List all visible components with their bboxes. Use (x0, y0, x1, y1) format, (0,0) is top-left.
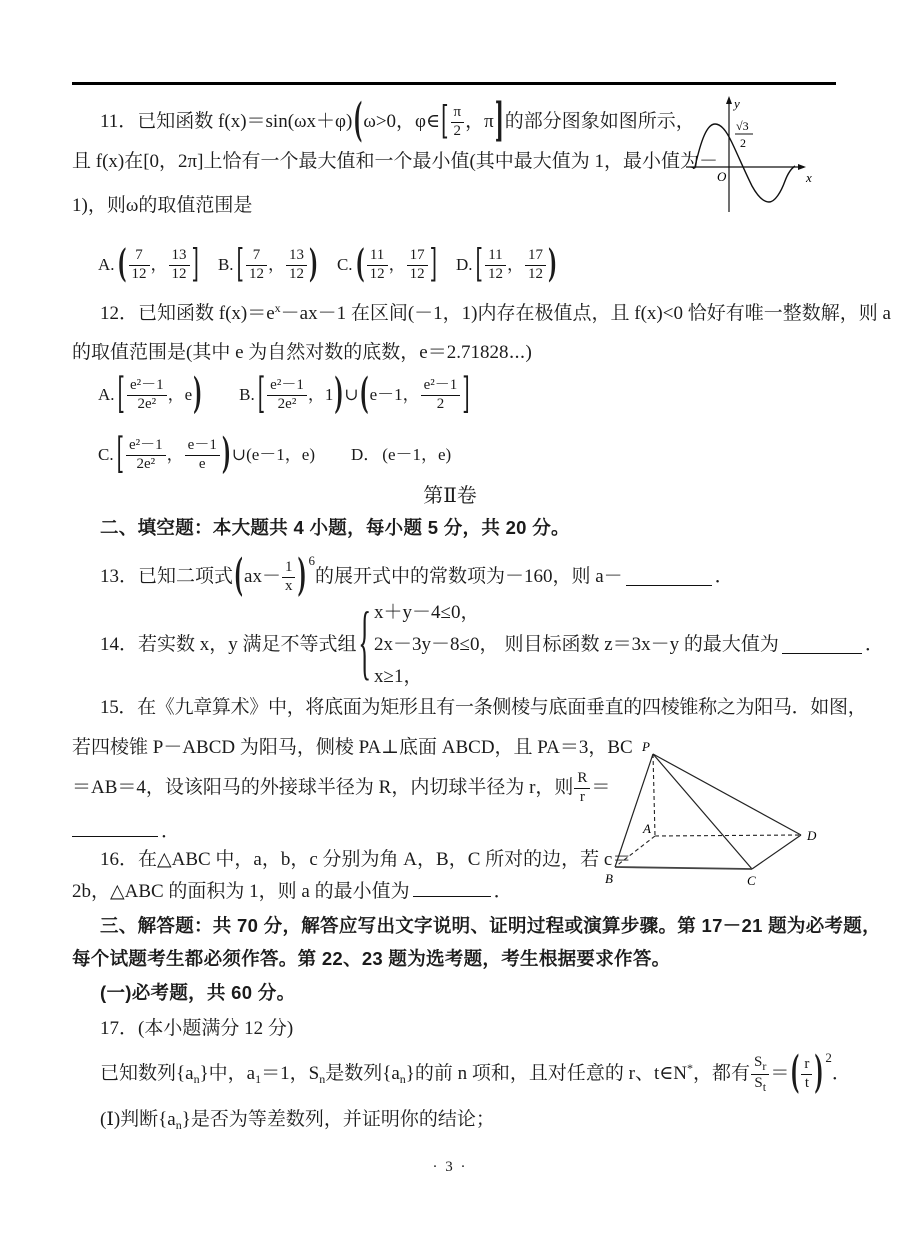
label-B: B (605, 871, 613, 886)
q13-paren-open: ( (234, 550, 244, 602)
delim: ) (547, 242, 557, 286)
q12-options-row-cd (98, 426, 451, 484)
q11-bracket-close: ] (494, 94, 504, 148)
text: e－1， (369, 385, 420, 405)
period: ． (714, 566, 734, 588)
q14-constraint-3: x≥1， (374, 665, 423, 687)
comma: ， (388, 255, 406, 275)
text: ，e (167, 385, 193, 405)
q13-text-a: 13．已知二项式 (100, 566, 234, 588)
edge-CD (752, 835, 801, 869)
edge-BC (615, 867, 752, 869)
section-2-title: 第Ⅱ卷 (423, 485, 477, 507)
q16-answer-blank (413, 880, 491, 897)
q11-big-paren-open: ( (353, 94, 363, 148)
label-D: D (807, 828, 817, 843)
label-C: C (747, 873, 756, 888)
q11-line-2: 且 f(x)在[0，2π]上恰有一个最大值和一个最小值(其中最大值为 1，最小值为－ (72, 151, 719, 172)
frac: 7 12 (129, 247, 150, 283)
q17-text: 已知数列$\{a_n\}$中，$a_1=1$，$S_n$是数列$\{a_n\}$的前 n 项和，且对任意的 r、t∈N*，都有 (100, 1061, 751, 1086)
frac: 17 12 (407, 247, 428, 283)
section-3-sub-heading: (一)必考题，共 60 分。 (100, 982, 296, 1003)
period: ． (864, 634, 884, 656)
q11-line-1 (100, 96, 695, 148)
q14-text-a: 14．若实数 x，y 满足不等式组 (100, 634, 357, 656)
q15-line-2: 若四棱锥 P－ABCD 为阳马，侧棱 PA⊥底面 ABCD，且 PA＝3，BC (72, 737, 633, 758)
q11-frac-pi-2: π 2 (451, 104, 465, 140)
header-rule (72, 82, 836, 85)
q17-frac-Sr-St: $S_r$ $S_t$ (751, 1054, 769, 1095)
frac: 11 12 (367, 247, 388, 283)
delim: ) (334, 369, 344, 419)
frac: 7 12 (246, 247, 267, 283)
delim: ( (355, 242, 365, 286)
section-3-heading-1: 三、解答题：共 70 分，解答应写出文字说明、证明过程或演算步骤。第 17－21 题为必考题， (100, 915, 881, 936)
delim: ] (191, 242, 199, 286)
option-b-label: B. (217, 255, 234, 275)
x-axis-label: x (806, 170, 812, 185)
section-3-heading-2: 每个试题考生都必须作答。第 22、23 题为选考题，考生根据要求作答。 (72, 948, 671, 969)
label-A: A (643, 821, 651, 836)
frac: 13 12 (286, 247, 307, 283)
footer-page-number: · 3 · (432, 1159, 468, 1175)
period: ． (831, 1063, 851, 1085)
frac: e－1 e (185, 437, 220, 473)
q16-line-2 (72, 880, 513, 904)
delim: [ (116, 429, 125, 479)
option-a-label: A. (98, 255, 115, 275)
edge-PA (653, 754, 655, 836)
q13-line (100, 550, 734, 604)
sine-graph-figure (680, 94, 820, 218)
q11-text-b: ω>0，φ∈ (363, 111, 441, 133)
q14-constraint-1: x＋y－4≤0， (374, 602, 480, 624)
frac: 11 12 (485, 247, 506, 283)
interval-text: (e－1，e) (246, 445, 316, 465)
edge-PC (653, 754, 752, 869)
delim: [ (475, 242, 483, 286)
frac: e²－1 2e² (126, 437, 166, 473)
comma: ， (150, 255, 168, 275)
q14-line (100, 599, 884, 691)
q15-line-4 (72, 820, 180, 844)
q13-frac: 1 x (282, 559, 296, 595)
q17-paren-close: ) (814, 1047, 824, 1099)
delim: [ (257, 369, 266, 419)
q16-line-1: 16．在△ABC 中，a，b，c 分别为角 A，B，C 所对的边，若 c＝ (100, 849, 632, 870)
q15-frac-R-r: R r (574, 770, 590, 806)
q17-part-1: (Ⅰ)判断$\{a_n\}$是否为等差数列，并证明你的结论； (100, 1109, 495, 1132)
q15-text-a: ＝AB＝4，设该阳马的外接球半径为 R，内切球半径为 r，则 (72, 777, 574, 799)
q14-system-brace: { (357, 599, 371, 691)
q11-text-c: ，π (465, 111, 494, 133)
q12-line-2: 的取值范围是(其中 e 为自然对数的底数，e＝2.71828⋯) (72, 342, 532, 363)
q14-constraint-2: 2x－3y－8≤0， (374, 634, 499, 656)
option-d-label: D. (455, 255, 473, 275)
label-P: P (642, 739, 650, 754)
frac: 17 12 (525, 247, 546, 283)
q13-inner-text: ax－ (244, 566, 281, 588)
union-symbol: ∪ (344, 385, 359, 405)
comma: ， (267, 255, 285, 275)
origin-label: O (717, 169, 727, 184)
q12-line-1: 12．已知函数 $f(x)=e^x-ax-1$ 在区间(－1，1)内存在极值点，且 f(x)<0 恰好有唯一整数解，则 a (100, 301, 891, 324)
edge-AD (655, 835, 801, 836)
q17-paren-open: ( (790, 1047, 800, 1099)
period: ． (493, 881, 513, 902)
q12-options-row-ab (98, 366, 471, 424)
frac: e²－1 2e² (127, 377, 167, 413)
edge-PD (653, 754, 801, 835)
q15-answer-blank (72, 820, 158, 837)
delim: ) (193, 369, 203, 419)
frac: e²－1 2e² (267, 377, 307, 413)
option-d-label: D． (351, 445, 381, 465)
q14-answer-blank (782, 637, 862, 654)
q11-options-row (98, 238, 558, 292)
q17-exponent: 2 (825, 1049, 832, 1065)
equals: ＝ (770, 1063, 790, 1085)
q15-line-3 (72, 766, 610, 810)
q13-paren-close: ) (297, 550, 307, 602)
q15-equals: ＝ (591, 777, 611, 799)
union-symbol: ∪ (231, 445, 247, 465)
section-2-heading: 二、填空题：本大题共 4 小题，每小题 5 分，共 20 分。 (100, 517, 570, 538)
value-sqrt3: √3 (736, 119, 749, 133)
option-b-label: B. (239, 385, 255, 405)
q11-line-3: 1)，则ω的取值范围是 (72, 195, 253, 216)
option-c-label: C. (98, 445, 114, 465)
delim: ] (429, 242, 437, 286)
comma: ， (506, 255, 524, 275)
q17-heading: 17．(本小题满分 12 分) (100, 1018, 294, 1039)
q14-text-b: 则目标函数 z＝3x－y 的最大值为 (504, 634, 779, 656)
q15-line-1: 15．在《九章算术》中，将底面为矩形且有一条侧棱与底面垂直的四棱锥称之为阳马．如图， (100, 697, 867, 718)
period: ． (161, 821, 181, 842)
delim: [ (117, 369, 125, 419)
delim: ( (117, 242, 127, 286)
option-c-label: C. (336, 255, 353, 275)
q17-line (100, 1046, 851, 1102)
q11-text-d: 的部分图象如图所示， (504, 111, 695, 133)
delim: ) (308, 242, 318, 286)
q11-text-a: 11．已知函数 f(x)＝sin(ωx＋φ) (100, 111, 353, 133)
interval-text: (e－1，e) (382, 445, 452, 465)
delim: ( (359, 369, 369, 419)
delim: ) (221, 429, 231, 479)
q13-answer-blank (626, 569, 712, 586)
q16-text: 2b，△ABC 的面积为 1，则 a 的最小值为 (72, 881, 410, 902)
q11-bracket-open: [ (441, 99, 449, 143)
frac: 13 12 (169, 247, 190, 283)
x-axis-arrow (798, 164, 806, 170)
q17-frac-r-t: r t (801, 1056, 812, 1092)
comma: ， (166, 445, 184, 465)
q13-exponent: 6 (308, 552, 315, 568)
q13-text-b: 的展开式中的常数项为－160，则 a－ (314, 566, 623, 588)
delim: [ (236, 242, 244, 286)
y-axis-label: y (734, 96, 740, 111)
q14-constraints (374, 601, 498, 688)
frac: e²－1 2 (421, 377, 461, 413)
delim: ] (462, 369, 470, 419)
value-2: 2 (740, 136, 746, 150)
option-a-label: A. (98, 385, 115, 405)
text: ，1 (307, 385, 334, 405)
y-axis-arrow (726, 96, 732, 104)
